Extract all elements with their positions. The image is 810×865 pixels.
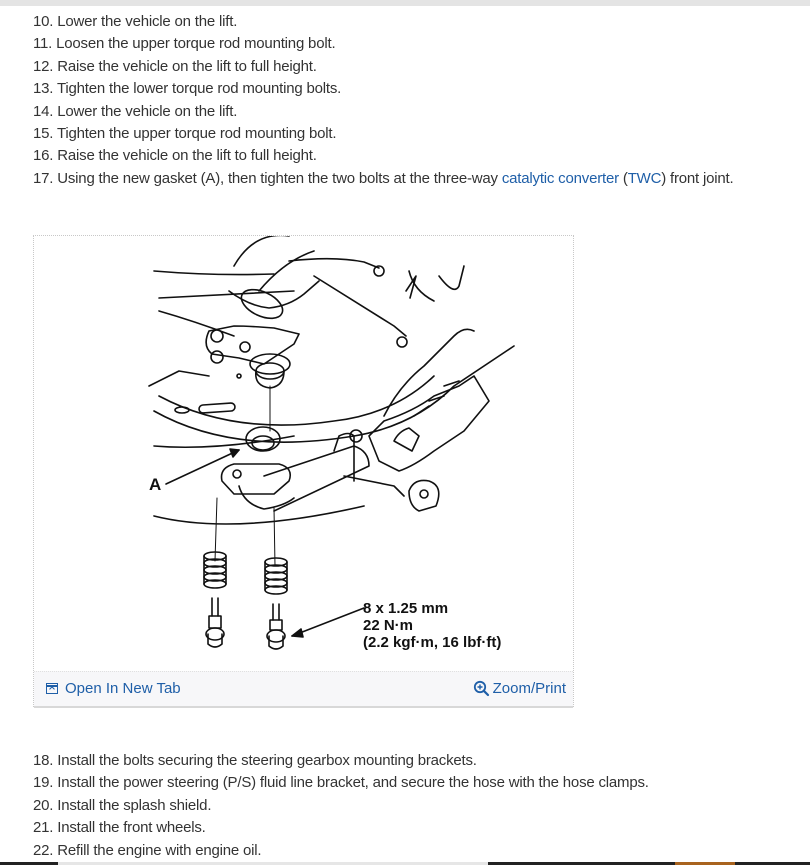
bolt-left <box>206 598 224 647</box>
step-item: 18. Install the bolts securing the steering gearbox mounting brackets. <box>33 752 477 769</box>
torque-spec-line: (2.2 kgf·m, 16 lbf·ft) <box>363 634 502 651</box>
label-a: A <box>149 475 162 494</box>
zoom-in-icon <box>473 680 490 697</box>
step-item: 19. Install the power steering (P/S) fluid line bracket, and secure the hose with the hose clamps. <box>33 774 649 792</box>
torque-spec-line: 22 N·m <box>363 617 414 634</box>
step-item: 20. Install the splash shield. <box>33 796 212 814</box>
top-band <box>0 0 810 6</box>
step-item: 14. Lower the vehicle on the lift. <box>33 102 238 120</box>
step-item: 22. Refill the engine with engine oil. <box>33 841 262 859</box>
step-item: 15. Tighten the upper torque rod mounting bolt. <box>33 125 337 143</box>
twc-link[interactable]: TWC <box>627 169 662 187</box>
steps-list-bottom <box>33 750 649 862</box>
open-in-new-tab-label: Open In New Tab <box>65 680 181 697</box>
step-item: 16. Raise the vehicle on the lift to full height. <box>33 147 317 165</box>
step-item: 21. Install the front wheels. <box>33 819 206 837</box>
figure-box <box>33 235 574 707</box>
open-new-tab-icon <box>46 683 58 694</box>
step-item: 12. Raise the vehicle on the lift to full height. <box>33 57 317 75</box>
step-item-17: 17. Using the new gasket (A), then tighten the two bolts at the three-way catalytic converter (TWC) front joint. <box>33 169 734 187</box>
step-item: 10. Lower the vehicle on the lift. <box>33 13 238 30</box>
catalytic-converter-link[interactable]: catalytic converter <box>501 169 619 187</box>
torque-spec-line: 8 x 1.25 mm <box>363 600 449 617</box>
bolt-right <box>267 604 285 649</box>
open-in-new-tab-button[interactable] <box>46 680 181 697</box>
figure-footer <box>34 671 573 706</box>
zoom-print-button[interactable] <box>473 680 566 697</box>
step-item: 11. Loosen the upper torque rod mounting bolt. <box>33 35 336 53</box>
spring-right <box>265 558 287 594</box>
zoom-print-label: Zoom/Print <box>492 680 566 697</box>
step-item: 13. Tighten the lower torque rod mounting bolts. <box>33 80 342 98</box>
steps-list-top <box>33 11 733 190</box>
torque-spec <box>363 600 501 651</box>
